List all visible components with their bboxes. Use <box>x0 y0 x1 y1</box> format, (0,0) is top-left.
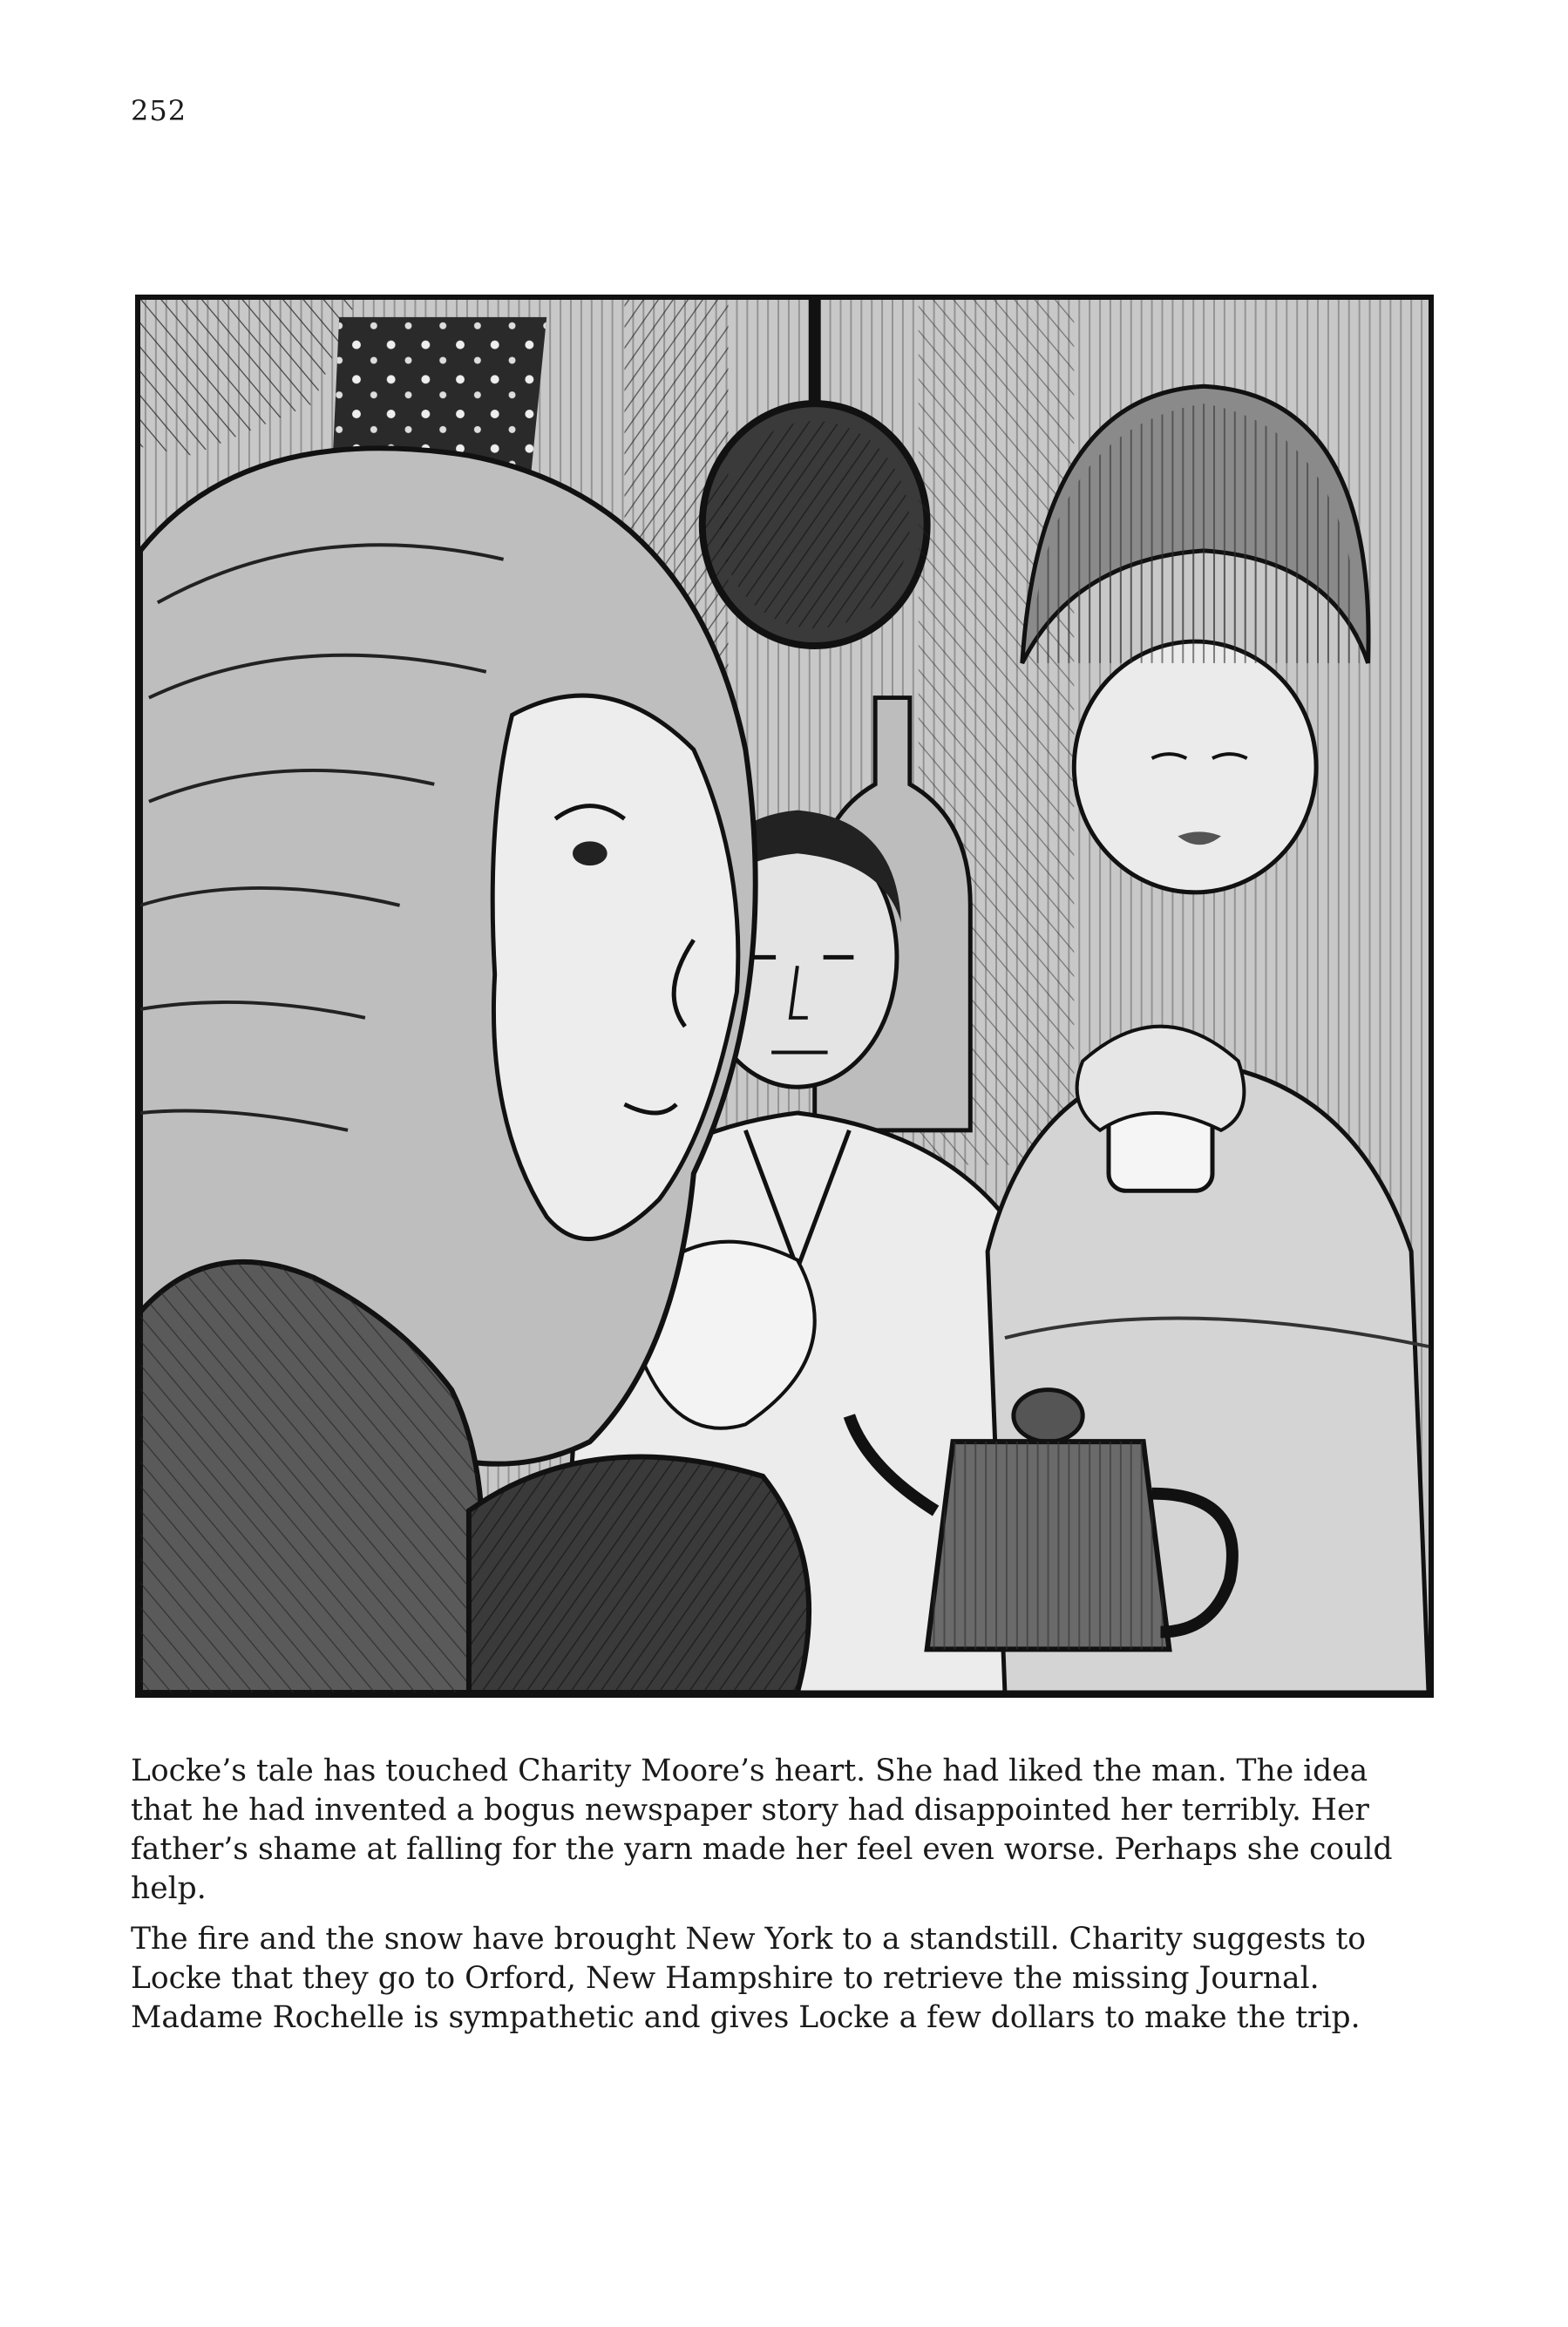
paragraph: Locke’s tale has touched Charity Moore’s heart. She had liked the man. The idea that he had invented a bogus newspaper story had disappointed her terribly. Her father’s shame at falling for the yarn made her feel even worse. Perhaps she could help. <box>131 1754 1393 1906</box>
illustration-panel <box>135 295 1434 1698</box>
body-text <box>131 1752 1438 2050</box>
paragraph: The fire and the snow have brought New York to a standstill. Charity suggests to Locke that they go to Orford, New Hampshire to retrieve the missing Journal. Madame Rochelle is sympathetic and gives Locke a few dollars to make the trip. <box>131 1922 1366 2036</box>
illustration-drawing <box>140 300 1429 1693</box>
page-number: 252 <box>131 94 187 127</box>
